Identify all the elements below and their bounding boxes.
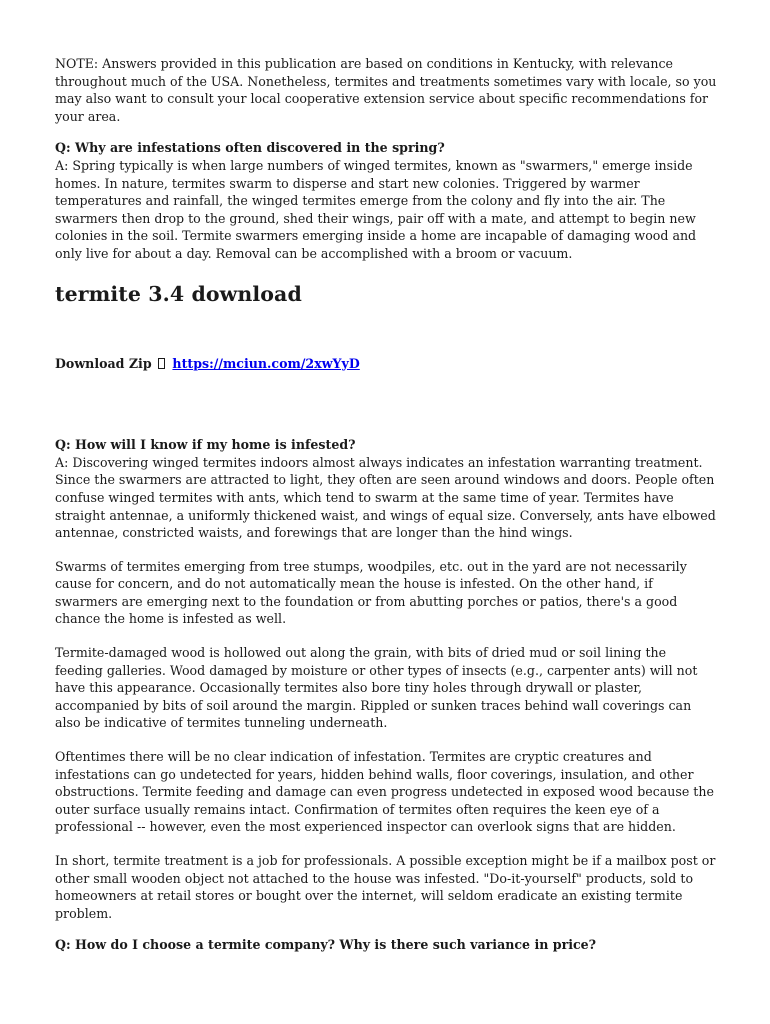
download-link[interactable]: https://mciun.com/2xwYyD (172, 355, 360, 371)
paragraph-damaged-wood: Termite-damaged wood is hollowed out along the grain, with bits of dried mud or soil lining the feeding galleries. Wood damaged by moisture or other types of insects (e.g., carpenter ants) will not have this appearance. Occasionally termites also bore tiny holes through drywall or plaster, accompanied by bits of soil around the margin. Rippled or sunken traces behind wall coverings can also be indicative of termites tunneling underneath. (55, 645, 698, 731)
document-body (55, 55, 717, 954)
question-home-infested: Q: How will I know if my home is infested? (55, 437, 356, 453)
question-choose-company: Q: How do I choose a termite company? Why is there such variance in price? (55, 937, 597, 953)
paragraph-no-clear-indication: Oftentimes there will be no clear indication of infestation. Termites are cryptic creatures and infestations can go undetected for years, hidden behind walls, floor coverings, insulation, and other obstructions. Termite feeding and damage can even progress undetected in exposed wood because the outer surface usually remains intact. Confirmation of termites often requires the keen eye of a professional -- however, even the most experienced inspector can overlook signs that are hidden. (55, 749, 714, 835)
answer-spring-infestations: A: Spring typically is when large numbers of winged termites, known as "swarmers," emerge inside homes. In nature, termites swarm to disperse and start new colonies. Triggered by warmer temperatures and rainfall, the winged termites emerge from the colony and fly into the air. The swarmers then drop to the ground, shed their wings, pair off with a mate, and attempt to begin new colonies in the soil. Termite swarmers emerging inside a home are incapable of damaging wood and only live for about a day. Removal can be accomplished with a broom or vacuum. (55, 157, 697, 261)
paragraph-swarms-outdoors: Swarms of termites emerging from tree stumps, woodpiles, etc. out in the yard are not necessarily cause for concern, and do not automatically mean the house is infested. On the other hand, if swarmers are emerging next to the foundation or from abutting porches or patios, there's a good chance the home is infested as well. (55, 558, 687, 627)
download-line (55, 355, 717, 373)
download-label: Download Zip (55, 355, 152, 371)
answer-home-infested: A: Discovering winged termites indoors almost always indicates an infestation warranting treatment. Since the swarmers are attracted to light, they often are seen around windows and doors. People often confuse winged termites with ants, which tend to swarm at the same time of year. Termites have straight antennae, a uniformly thickened waist, and wings of equal size. Conversely, ants have elbowed antennae, constricted waists, and forewings that are longer than the hind wings. (55, 454, 716, 541)
question-spring-infestations: Q: Why are infestations often discovered in the spring? (55, 140, 445, 156)
page-title: termite 3.4 download (55, 281, 302, 306)
paragraph-professional-treatment: In short, termite treatment is a job for professionals. A possible exception might be if a mailbox post or other small wooden object not attached to the house was infested. "Do-it-yourself" products, sold to homeowners at retail stores or bought over the internet, will seldom eradicate an existing termite problem. (55, 853, 716, 921)
arrow-glyph-icon (158, 358, 165, 369)
note-paragraph: NOTE: Answers provided in this publication are based on conditions in Kentucky, with relevance throughout much of the USA. Nonetheless, termites and treatments sometimes vary with locale, so you may also want to consult your local cooperative extension service about specific recommendations for your area. (55, 56, 717, 124)
